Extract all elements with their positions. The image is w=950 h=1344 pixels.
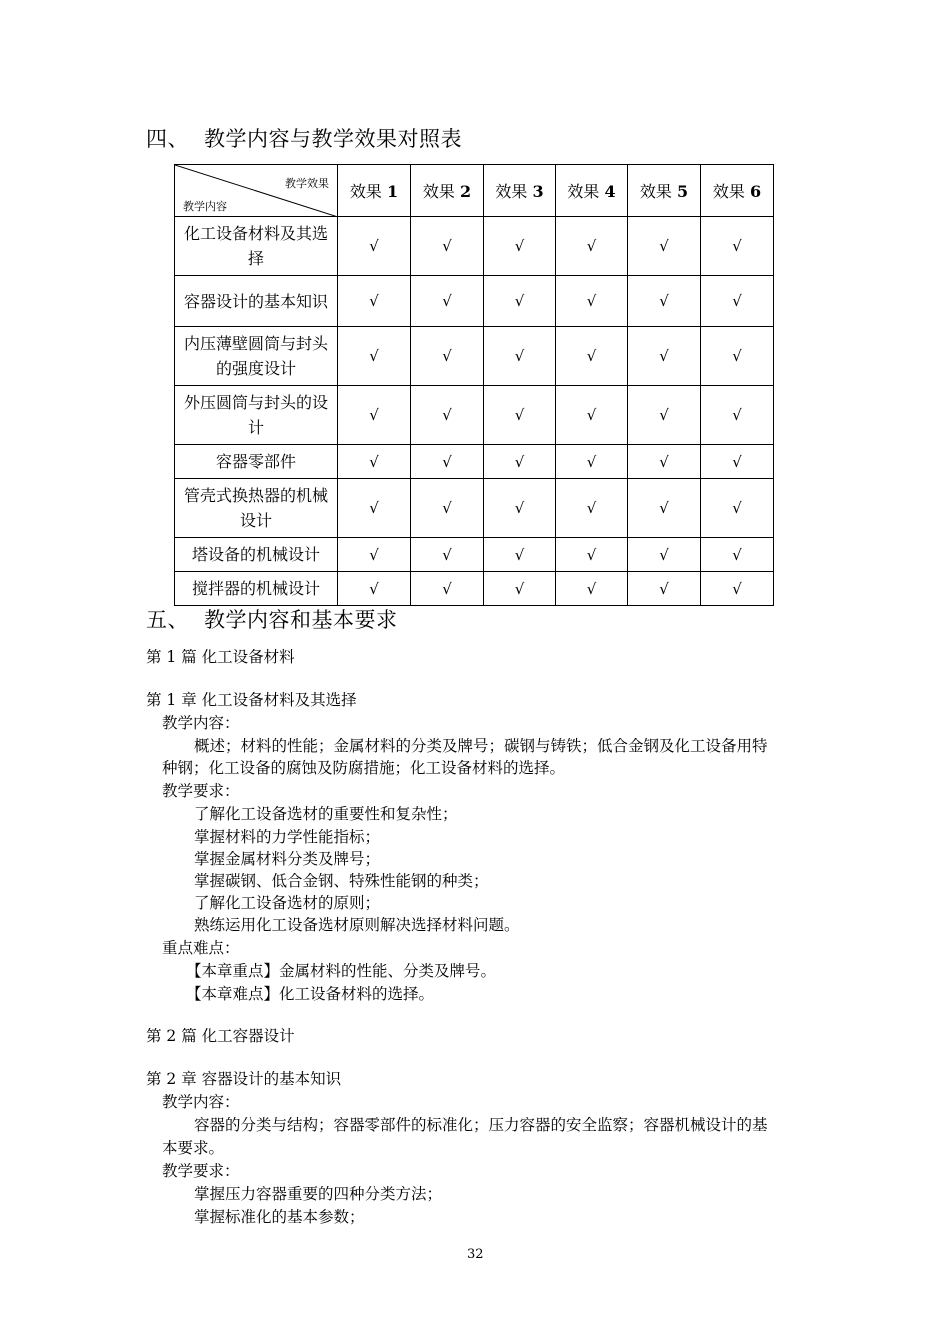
part-2-heading: 第 2 篇 化工容器设计 [146,1027,295,1045]
check-mark: √ [411,572,484,606]
row-label: 外压圆筒与封头的设计 [175,386,338,445]
chapter-1-heading: 第 1 章 化工设备材料及其选择 [146,691,357,709]
table-row [175,479,774,538]
table-row [175,445,774,479]
check-mark: √ [628,386,701,445]
ch2-requirement-item: 掌握标准化的基本参数； [194,1208,365,1226]
check-mark: √ [701,276,774,327]
row-label: 容器零部件 [175,445,338,479]
table-header-row [175,165,774,217]
ch1-requirement-item: 熟练运用化工设备选材原则解决选择材料问题。 [194,916,520,934]
check-mark: √ [628,538,701,572]
check-mark: √ [628,327,701,386]
check-mark: √ [338,217,411,276]
ch1-difficult-point: 【本章难点】化工设备材料的选择。 [186,985,435,1003]
check-mark: √ [338,327,411,386]
section-5-heading [146,604,398,634]
check-mark: √ [338,445,411,479]
ch2-requirements-label: 教学要求： [162,1162,240,1180]
check-mark: √ [556,572,628,606]
table-row [175,327,774,386]
column-header-effect-4: 效果 4 [556,165,628,217]
check-mark: √ [628,217,701,276]
chapter-2-heading: 第 2 章 容器设计的基本知识 [146,1070,342,1088]
content-effect-table [174,164,774,606]
check-mark: √ [701,538,774,572]
check-mark: √ [338,276,411,327]
row-label: 塔设备的机械设计 [175,538,338,572]
check-mark: √ [628,276,701,327]
check-mark: √ [338,572,411,606]
table-row [175,217,774,276]
check-mark: √ [556,538,628,572]
ch1-key-points-label: 重点难点： [162,939,240,957]
part-1-heading: 第 1 篇 化工设备材料 [146,648,295,666]
ch2-content-label: 教学内容： [162,1093,240,1111]
table-row [175,276,774,327]
check-mark: √ [556,217,628,276]
column-header-effect-3: 效果 3 [484,165,556,217]
check-mark: √ [701,386,774,445]
check-mark: √ [484,217,556,276]
column-header-effect-1: 效果 1 [338,165,411,217]
check-mark: √ [484,445,556,479]
row-label: 搅拌器的机械设计 [175,572,338,606]
check-mark: √ [411,538,484,572]
row-label: 化工设备材料及其选择 [175,217,338,276]
check-mark: √ [556,479,628,538]
check-mark: √ [556,276,628,327]
check-mark: √ [628,572,701,606]
row-label: 容器设计的基本知识 [175,276,338,327]
row-label: 内压薄壁圆筒与封头的强度设计 [175,327,338,386]
check-mark: √ [411,386,484,445]
corner-label-effect: 教学效果 [285,177,329,190]
ch1-requirement-item: 掌握材料的力学性能指标； [194,828,381,846]
check-mark: √ [701,327,774,386]
check-mark: √ [338,538,411,572]
column-header-effect-6: 效果 6 [701,165,774,217]
check-mark: √ [556,386,628,445]
check-mark: √ [556,327,628,386]
section-5-number: 五、 [146,608,189,632]
ch2-content-line-2: 本要求。 [162,1139,225,1157]
check-mark: √ [701,445,774,479]
check-mark: √ [484,572,556,606]
table-row [175,386,774,445]
ch1-requirements-label: 教学要求： [162,782,240,800]
check-mark: √ [484,276,556,327]
table-row [175,572,774,606]
check-mark: √ [628,445,701,479]
check-mark: √ [484,479,556,538]
check-mark: √ [628,479,701,538]
ch1-requirement-item: 掌握碳钢、低合金钢、特殊性能钢的种类； [194,872,489,890]
corner-label-content: 教学内容 [183,200,227,213]
ch1-requirement-item: 掌握金属材料分类及牌号； [194,850,381,868]
check-mark: √ [556,445,628,479]
section-4-number: 四、 [146,127,189,151]
check-mark: √ [701,572,774,606]
section-4-heading [146,123,462,153]
ch1-content-label: 教学内容： [162,714,240,732]
check-mark: √ [484,538,556,572]
check-mark: √ [411,327,484,386]
check-mark: √ [484,327,556,386]
ch1-content-line-1: 概述；材料的性能；金属材料的分类及牌号；碳钢与铸铁；低合金钢及化工设备用特 [194,737,768,755]
column-header-effect-2: 效果 2 [411,165,484,217]
ch1-key-point: 【本章重点】金属材料的性能、分类及牌号。 [186,962,497,980]
table-corner-cell [175,165,338,217]
check-mark: √ [338,479,411,538]
check-mark: √ [701,217,774,276]
row-label: 管壳式换热器的机械设计 [175,479,338,538]
ch1-requirement-item: 了解化工设备选材的重要性和复杂性； [194,805,458,823]
check-mark: √ [411,276,484,327]
check-mark: √ [411,217,484,276]
column-header-effect-5: 效果 5 [628,165,701,217]
section-5-title: 教学内容和基本要求 [204,608,398,632]
ch1-requirement-item: 了解化工设备选材的原则； [194,894,381,912]
ch2-requirement-item: 掌握压力容器重要的四种分类方法； [194,1185,443,1203]
check-mark: √ [484,386,556,445]
page-number: 32 [467,1247,484,1262]
check-mark: √ [411,445,484,479]
check-mark: √ [338,386,411,445]
check-mark: √ [701,479,774,538]
ch1-content-line-2: 种钢；化工设备的腐蚀及防腐措施；化工设备材料的选择。 [162,759,566,777]
table-row [175,538,774,572]
check-mark: √ [411,479,484,538]
ch2-content-line-1: 容器的分类与结构；容器零部件的标准化；压力容器的安全监察；容器机械设计的基 [194,1116,768,1134]
section-4-title: 教学内容与教学效果对照表 [204,127,462,151]
